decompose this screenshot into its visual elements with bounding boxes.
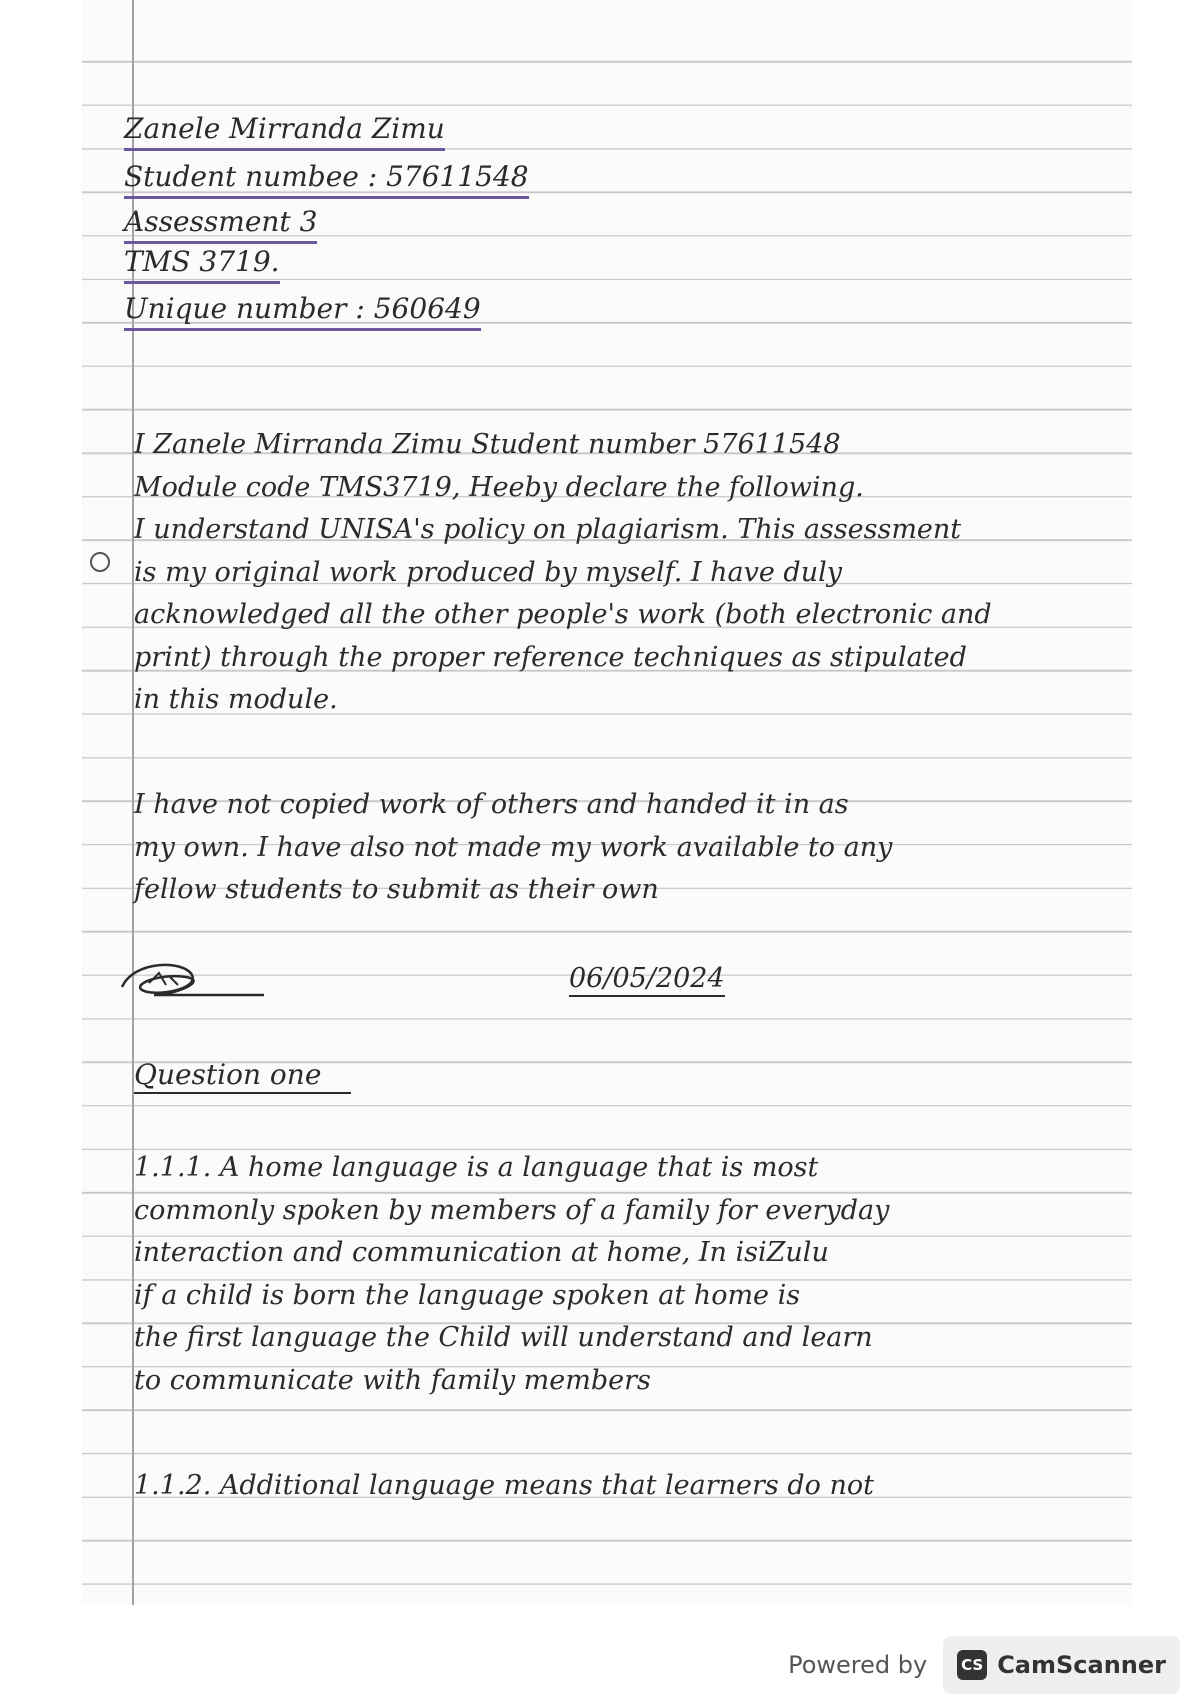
student-number: Student numbee : 57611548 xyxy=(124,160,529,199)
question-heading: Question one xyxy=(134,1058,351,1094)
declaration-line: acknowledged all the other people's work (both electronic and xyxy=(134,599,992,630)
declaration-line: my own. I have also not made my work available to any xyxy=(134,831,893,863)
camscanner-logo-icon: CS xyxy=(957,1650,987,1680)
answer-1-1-1 xyxy=(134,1147,1124,1402)
answer-line: commonly spoken by members of a family for everyday xyxy=(134,1194,890,1226)
declaration-line: I understand UNISA's policy on plagiarism. This assessment xyxy=(134,514,962,545)
declaration-paragraph-2 xyxy=(134,784,1124,912)
answer-line: 1.1.1. A home language is a language that is most xyxy=(134,1152,819,1183)
camscanner-brand: CamScanner xyxy=(997,1651,1166,1679)
declaration-line: is my original work produced by myself. I have duly xyxy=(134,556,842,588)
declaration-line: print) through the proper reference techniques as stipulated xyxy=(134,641,967,673)
notebook-page xyxy=(82,0,1132,1605)
answer-line: 1.1.2. Additional language means that learners do not xyxy=(134,1470,874,1501)
declaration-line: I Zanele Mirranda Zimu Student number 57611548 xyxy=(134,429,841,460)
assessment-label: Assessment 3 xyxy=(124,205,317,244)
signature-image xyxy=(114,955,264,1005)
hole-punch-mark xyxy=(90,552,110,572)
declaration-date: 06/05/2024 xyxy=(569,963,725,997)
declaration-line: in this module. xyxy=(134,684,338,715)
answer-line: to communicate with family members xyxy=(134,1364,651,1396)
module-code: TMS 3719. xyxy=(124,245,280,284)
student-name: Zanele Mirranda Zimu xyxy=(124,112,445,151)
answer-line: the first language the Child will understand and learn xyxy=(134,1322,873,1353)
camscanner-logo-box xyxy=(943,1636,1180,1694)
declaration-line: I have not copied work of others and handed it in as xyxy=(134,789,849,820)
powered-by-label: Powered by xyxy=(788,1651,928,1679)
declaration-paragraph xyxy=(134,424,1124,722)
camscanner-badge xyxy=(788,1636,1180,1694)
unique-number: Unique number : 560649 xyxy=(124,292,481,331)
answer-line: interaction and communication at home, In isiZulu xyxy=(134,1237,829,1268)
answer-1-1-2 xyxy=(134,1465,1124,1508)
declaration-line: Module code TMS3719, Heeby declare the following. xyxy=(134,471,864,503)
signature-row xyxy=(114,955,1094,1005)
answer-line: if a child is born the language spoken at home is xyxy=(134,1279,801,1311)
declaration-line: fellow students to submit as their own xyxy=(134,874,659,905)
